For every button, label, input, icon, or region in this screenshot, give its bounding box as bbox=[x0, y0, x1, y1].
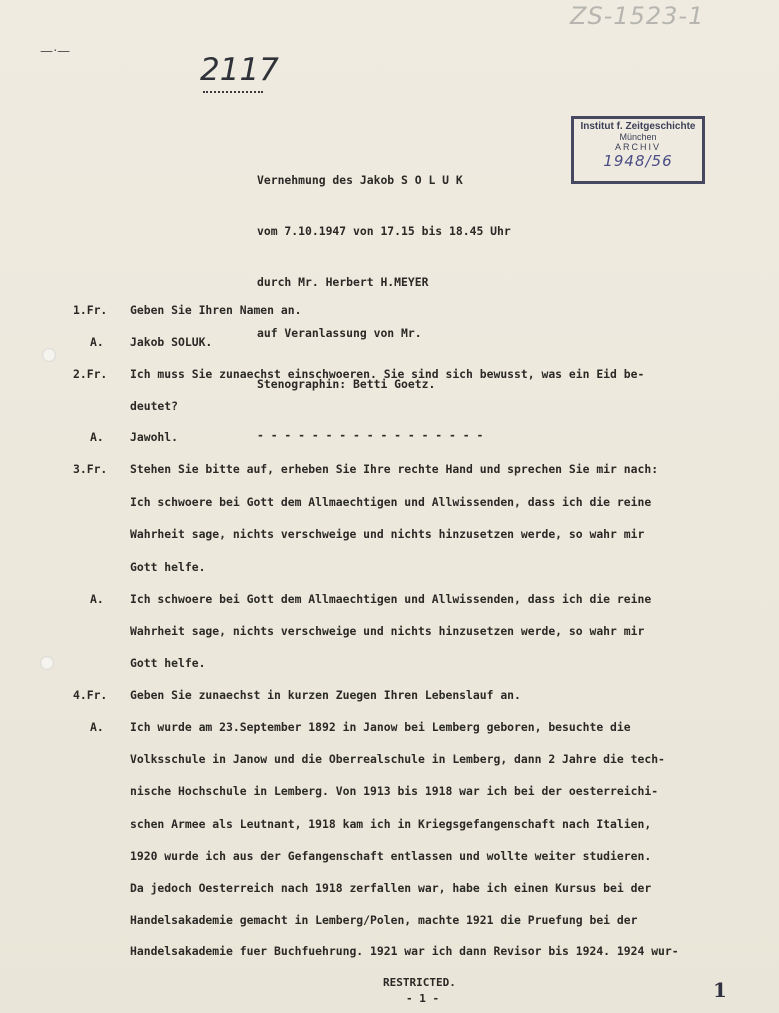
handwritten-number: 2117 bbox=[200, 52, 279, 88]
qa-text-line: Handelsakademie gemacht in Lemberg/Polen, machte 1921 die Pruefung bei der bbox=[130, 913, 638, 927]
qa-text-line: Handelsakademie fuer Buchfuehrung. 1921 war ich dann Revisor bis 1924. 1924 wur- bbox=[130, 944, 679, 958]
qa-text-line: Ich wurde am 23.September 1892 in Janow bei Lemberg geboren, besuchte die bbox=[130, 720, 631, 734]
qa-text-line: Gott helfe. bbox=[130, 560, 206, 574]
header-line: durch Mr. Herbert H.MEYER bbox=[257, 275, 429, 289]
qa-text-line: Jawohl. bbox=[130, 430, 179, 444]
header-line: vom 7.10.1947 von 17.15 bis 18.45 Uhr bbox=[257, 224, 511, 238]
qa-text-line: Ich schwoere bei Gott dem Allmaechtigen und Allwissenden, dass ich die reine bbox=[130, 592, 652, 606]
handwritten-page-number: 1 bbox=[713, 978, 727, 1002]
qa-text-line: Geben Sie Ihren Namen an. bbox=[130, 303, 302, 317]
qa-text-line: deutet? bbox=[130, 399, 179, 413]
answer-label: A. bbox=[90, 592, 104, 606]
header-line: auf Veranlassung von Mr. bbox=[257, 326, 422, 340]
qa-text-line: 1920 wurde ich aus der Gefangenschaft entlassen und wollte weiter studieren. bbox=[130, 849, 652, 863]
classification-mark: RESTRICTED. bbox=[383, 976, 456, 989]
page-marker: - 1 - bbox=[406, 992, 440, 1005]
header-line: Stenographin: Betti Goetz. bbox=[257, 377, 436, 391]
qa-text-line: Jakob SOLUK. bbox=[130, 335, 213, 349]
qa-text-line: Wahrheit sage, nichts verschweige und nichts hinzusetzen werde, so wahr mir bbox=[130, 527, 645, 541]
handwritten-underline bbox=[203, 91, 263, 93]
archive-number: ZS-1523-1 bbox=[570, 2, 705, 30]
header-line: Vernehmung des Jakob S O L U K bbox=[257, 173, 463, 187]
answer-label: A. bbox=[90, 430, 104, 444]
qa-text-line: Ich muss Sie zunaechst einschwoeren. Sie sind sich bewusst, was ein Eid be- bbox=[130, 367, 645, 381]
qa-text-line: Gott helfe. bbox=[130, 656, 206, 670]
stamp-city: München bbox=[619, 132, 657, 142]
qa-text-line: Da jedoch Oesterreich nach 1918 zerfallen war, habe ich einen Kursus bei der bbox=[130, 881, 652, 895]
punch-hole-bottom bbox=[40, 656, 54, 670]
question-label: 2.Fr. bbox=[73, 367, 108, 381]
answer-label: A. bbox=[90, 720, 104, 734]
qa-text-line: nische Hochschule in Lemberg. Von 1913 bis 1918 war ich bei der oesterreichi- bbox=[130, 784, 659, 798]
question-label: 3.Fr. bbox=[73, 462, 108, 476]
punch-hole-top bbox=[42, 348, 56, 362]
stamp-institute: Institut f. Zeitgeschichte bbox=[580, 121, 696, 132]
qa-text-line: schen Armee als Leutnant, 1918 kam ich in Kriegsgefangenschaft nach Italien, bbox=[130, 817, 652, 831]
pencil-mark: —·— bbox=[40, 44, 71, 59]
header-rule: - - - - - - - - - - - - - - - - - bbox=[257, 428, 484, 442]
question-label: 1.Fr. bbox=[73, 303, 108, 317]
qa-text-line: Wahrheit sage, nichts verschweige und nichts hinzusetzen werde, so wahr mir bbox=[130, 624, 645, 638]
qa-text-line: Stehen Sie bitte auf, erheben Sie Ihre rechte Hand und sprechen Sie mir nach: bbox=[130, 462, 659, 476]
qa-text-line: Ich schwoere bei Gott dem Allmaechtigen und Allwissenden, dass ich die reine bbox=[130, 495, 652, 509]
stamp-archive: ARCHIV bbox=[614, 142, 661, 152]
qa-text-line: Volksschule in Janow und die Oberrealschule in Lemberg, dann 2 Jahre die tech- bbox=[130, 752, 665, 766]
qa-text-line: Geben Sie zunaechst in kurzen Zuegen Ihren Lebenslauf an. bbox=[130, 688, 521, 702]
stamp-number: 1948/56 bbox=[603, 152, 673, 170]
archive-stamp bbox=[571, 116, 705, 184]
answer-label: A. bbox=[90, 335, 104, 349]
question-label: 4.Fr. bbox=[73, 688, 108, 702]
